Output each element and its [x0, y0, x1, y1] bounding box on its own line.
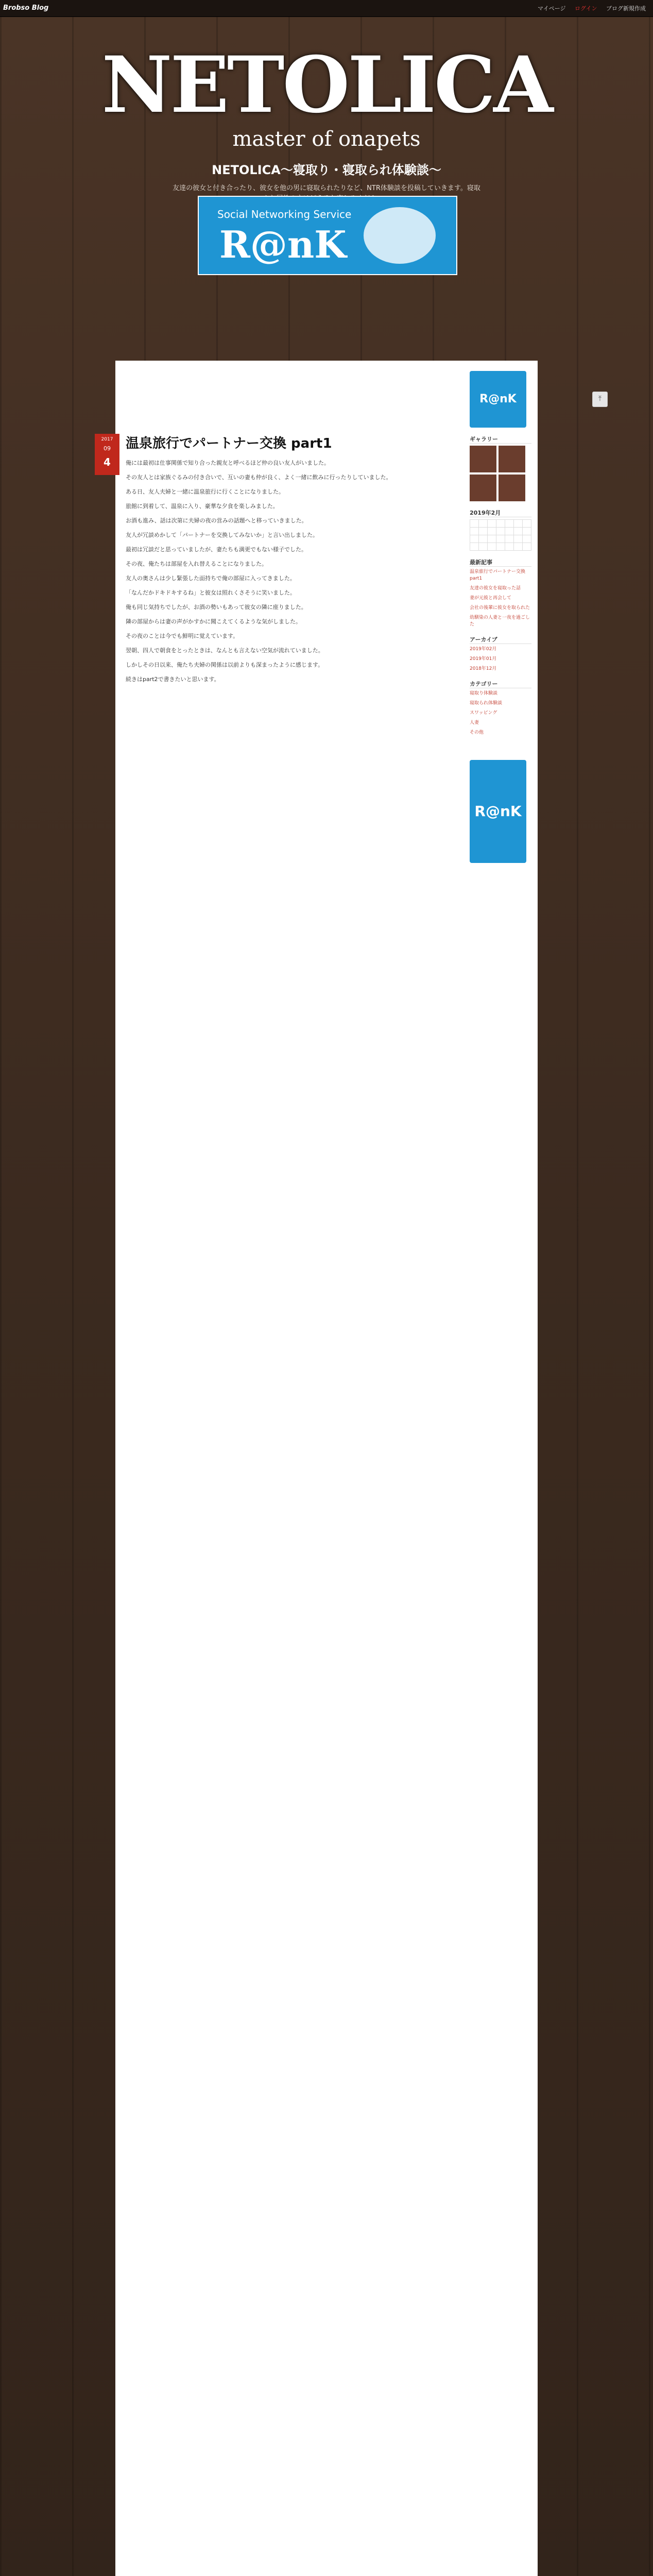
archive-link[interactable]: 2019年02月: [470, 647, 497, 652]
archive-title: アーカイブ: [470, 635, 531, 644]
post-paragraph: その夜、俺たちは部屋を入れ替えることになりました。: [126, 561, 267, 567]
gallery-thumbnail[interactable]: [470, 446, 496, 472]
calendar-cell: [488, 543, 496, 551]
calendar-cell: [505, 520, 514, 528]
category-list: [470, 690, 531, 736]
post-paragraph: 翌朝、四人で朝食をとったときは、なんとも言えない空気が流れていました。: [126, 647, 324, 654]
category-link[interactable]: スワッピング: [470, 710, 497, 716]
sidebar-rank-banner[interactable]: R@nK: [470, 371, 526, 428]
post-paragraph: ある日、友人夫婦と一緒に温泉旅行に行くことになりました。: [126, 488, 284, 495]
calendar-cell: [505, 535, 514, 543]
post-paragraph: 続きはpart2で書きたいと思います。: [126, 676, 220, 683]
category-link[interactable]: その他: [470, 730, 484, 735]
recent-posts-title: 最新記事: [470, 558, 531, 567]
calendar-cell: [514, 535, 523, 543]
recent-posts-list: [470, 569, 531, 628]
recent-post-link[interactable]: 妻が元彼と再会して: [470, 596, 512, 601]
sidebar: [470, 371, 531, 863]
calendar-cell: [514, 528, 523, 535]
calendar-cell: [514, 543, 523, 551]
banner-sns-label: Social Networking Service: [217, 208, 352, 221]
post-paragraph: 俺には最初は仕事関係で知り合った親友と呼べるほど仲の良い友人がいました。: [126, 460, 330, 466]
post-paragraph: 「なんだかドキドキするね」と彼女は照れくさそうに笑いました。: [126, 589, 296, 596]
calendar-cell: [488, 528, 496, 535]
main-content-area: [101, 361, 538, 2576]
post-paragraph: しかしその日以来、俺たち夫婦の関係は以前よりも深まったように感じます。: [126, 662, 324, 668]
calendar-cell: [470, 528, 479, 535]
post-title[interactable]: 温泉旅行でパートナー交換 part1: [126, 436, 332, 451]
post-date-badge: [95, 434, 119, 475]
post-paragraph: 友人が冗談めかして「パートナーを交換してみないか」と言い出しました。: [126, 532, 318, 538]
calendar-cell: [470, 520, 479, 528]
gallery-grid: [470, 446, 531, 501]
gallery-thumbnail[interactable]: [470, 474, 496, 501]
post-paragraph: その友人とは家族ぐるみの付き合いで、互いの妻も仲が良く、よく一緒に飲みに行ったりしていました。: [126, 474, 392, 481]
post-paragraph: 俺も同じ気持ちでしたが、お酒の勢いもあって彼女の隣に座りました。: [126, 604, 307, 611]
category-link[interactable]: 寝取られ体験談: [470, 701, 503, 706]
post-paragraph: その夜のことは今でも鮮明に覚えています。: [126, 633, 239, 639]
calendar-cell: [470, 543, 479, 551]
category-link[interactable]: 寝取り体験談: [470, 691, 498, 696]
recent-post-link[interactable]: 友達の彼女を寝取った話: [470, 586, 521, 591]
rank-banner[interactable]: [198, 196, 457, 275]
calendar-cell: [496, 543, 505, 551]
calendar-cell: [479, 535, 488, 543]
post-date-month: 09: [104, 445, 111, 452]
calendar-cell: [505, 528, 514, 535]
calendar-cell: [523, 535, 531, 543]
post-paragraph: 最初は冗談だと思っていましたが、妻たちも満更でもない様子でした。: [126, 546, 307, 553]
blog-logo[interactable]: NETOLICA: [101, 40, 552, 130]
scroll-top-button[interactable]: ⤒: [592, 392, 608, 407]
calendar-cell: [479, 543, 488, 551]
calendar-cell: [523, 543, 531, 551]
category-title: カテゴリー: [470, 680, 531, 688]
calendar-cell: [514, 520, 523, 528]
top-links: [530, 4, 646, 12]
calendar-cell: [479, 520, 488, 528]
calendar-cell: [523, 528, 531, 535]
blog-logo-subtitle: master of onapets: [232, 127, 421, 151]
gallery-thumbnail[interactable]: [499, 474, 525, 501]
archive-link[interactable]: 2019年01月: [470, 656, 497, 662]
calendar-cell: [496, 535, 505, 543]
post-date-year: 2017: [101, 437, 113, 442]
calendar-cell: [479, 528, 488, 535]
calendar-cell: [496, 520, 505, 528]
category-link[interactable]: 人妻: [470, 720, 479, 725]
gallery-thumbnail[interactable]: [499, 446, 525, 472]
post-date-day: 4: [104, 456, 111, 468]
calendar-cell: [505, 543, 514, 551]
new-blog-link[interactable]: ブログ新規作成: [606, 5, 646, 12]
recent-post-link[interactable]: 温泉旅行でパートナー交換 part1: [470, 569, 526, 581]
gallery-title: ギャラリー: [470, 435, 531, 444]
archive-list: [470, 646, 531, 672]
post-paragraph: お酒も進み、話は次第に夫婦の夜の営みの話題へと移っていきました。: [126, 517, 307, 524]
mypage-link[interactable]: マイページ: [537, 5, 566, 12]
archive-link[interactable]: 2018年12月: [470, 666, 497, 671]
post-paragraph: 隣の部屋からは妻の声がかすかに聞こえてくるような気がしました。: [126, 618, 301, 625]
calendar-cell: [523, 520, 531, 528]
blog-title[interactable]: NETOLICA〜寝取り・寝取られ体験談〜: [212, 163, 441, 177]
post-paragraph: 友人の奥さんは少し緊張した面持ちで俺の部屋に入ってきました。: [126, 575, 296, 582]
recent-post-link[interactable]: 幼馴染の人妻と一夜を過ごした: [470, 615, 530, 627]
banner-rank-label: R@nK: [219, 223, 347, 266]
top-navigation-bar: [0, 0, 653, 17]
bird-icon: [364, 207, 436, 264]
post-paragraph: 旅館に到着して、温泉に入り、豪華な夕食を楽しみました。: [126, 503, 279, 510]
recent-post-link[interactable]: 会社の後輩に彼女を取られた: [470, 605, 530, 611]
calendar-cell: [470, 535, 479, 543]
calendar-cell: [488, 520, 496, 528]
post-body: [126, 459, 435, 689]
site-brand[interactable]: Brobso Blog: [3, 4, 49, 12]
blog-description: 友達の彼女と付き合ったり、彼女を他の男に寝取られたりなど、NTR体験談を投稿していきます。寝取: [173, 184, 480, 192]
calendar: [470, 519, 531, 551]
login-link[interactable]: ログイン: [575, 5, 597, 12]
calendar-cell: [488, 535, 496, 543]
sidebar-rank-banner-large[interactable]: R@nK: [470, 760, 526, 863]
calendar-title: 2019年2月: [470, 509, 531, 517]
calendar-cell: [496, 528, 505, 535]
